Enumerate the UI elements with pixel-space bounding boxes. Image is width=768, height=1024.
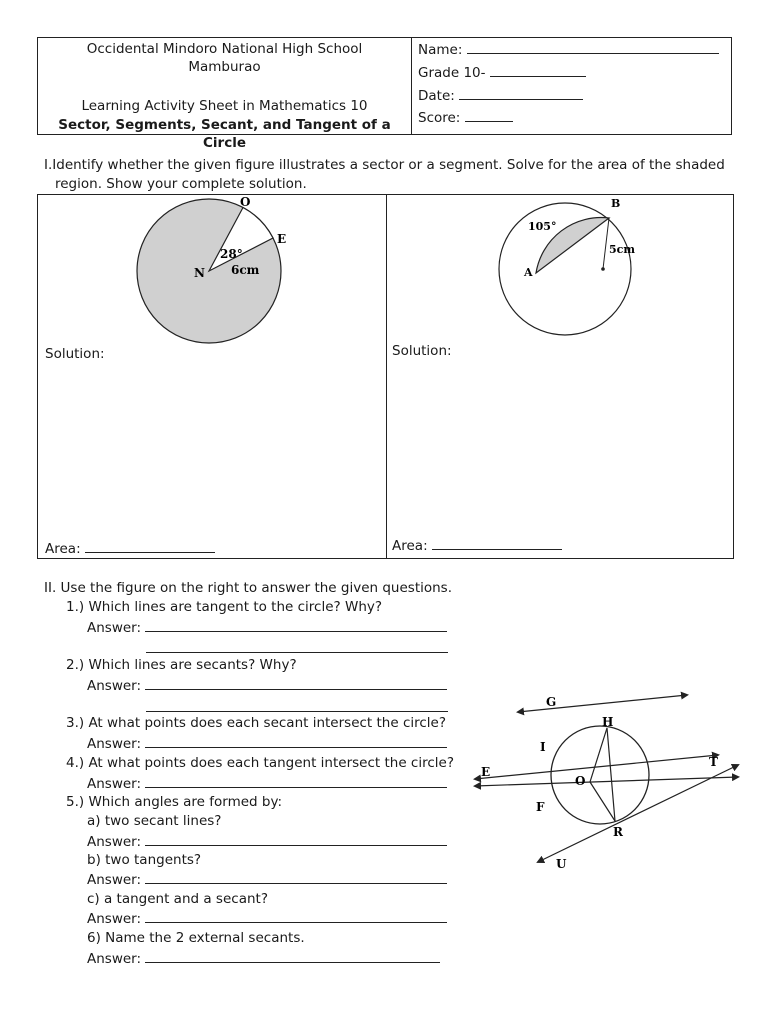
line-hr [607, 728, 615, 821]
name-label: Name: [418, 42, 463, 58]
question-1: 1.) Which lines are tangent to the circle? Why? [66, 599, 383, 615]
answer-blank-5b[interactable] [145, 871, 447, 884]
answer-label-1: Answer: [87, 620, 142, 636]
answer-field-5b[interactable] [87, 871, 447, 888]
part1-instruction-line2: region. Show your complete solution. [55, 176, 307, 192]
header-school-info [38, 38, 412, 151]
date-field[interactable] [418, 87, 583, 104]
answer-field-5c[interactable] [87, 910, 447, 927]
score-field[interactable] [418, 109, 513, 126]
answer-blank-2[interactable] [145, 677, 447, 690]
label-h: H [602, 715, 614, 729]
label-t: T [709, 755, 718, 769]
answer-field-6[interactable] [87, 950, 440, 967]
figures-box [37, 194, 734, 559]
segment-radius-label: 5cm [609, 243, 635, 256]
sector-figure [128, 195, 328, 345]
answer-label-5b: Answer: [87, 872, 142, 888]
school-name: Occidental Mindoro National High School [86, 41, 363, 57]
answer-blank-1b[interactable] [146, 652, 448, 653]
answer-field-3[interactable] [87, 735, 447, 752]
answer-blank-5c[interactable] [145, 910, 447, 923]
secant-tangent-figure [462, 690, 742, 880]
segment-center-dot [601, 267, 605, 271]
area-label-1: Area: [45, 541, 81, 557]
answer-blank-1[interactable] [145, 619, 447, 632]
answer-blank-3[interactable] [145, 735, 447, 748]
solution-label-2: Solution: [392, 343, 452, 359]
part1-instruction-line1: I.Identify whether the given figure illustrates a sector or a segment. Solve for the area of the shaded [44, 157, 725, 173]
score-label: Score: [418, 110, 461, 126]
name-field[interactable] [418, 41, 719, 58]
line-ur [538, 765, 738, 862]
question-4: 4.) At what points does each tangent intersect the circle? [66, 755, 454, 771]
question-5b: b) two tangents? [87, 852, 202, 868]
grade-field[interactable] [418, 64, 586, 81]
sector-point-o-label: O [240, 195, 251, 209]
question-3: 3.) At what points does each secant intersect the circle? [66, 715, 447, 731]
area-field-2[interactable] [392, 537, 562, 554]
area-field-1[interactable] [45, 540, 215, 557]
answer-field-5a[interactable] [87, 833, 447, 850]
activity-title: Learning Activity Sheet in Mathematics 10 [81, 98, 368, 114]
answer-field-4[interactable] [87, 775, 447, 792]
score-blank[interactable] [465, 109, 513, 122]
solution-label-1: Solution: [45, 346, 105, 362]
grade-blank[interactable] [490, 64, 586, 77]
line-et [475, 755, 718, 779]
segment-point-a-label: A [524, 266, 533, 279]
question-5: 5.) Which angles are formed by: [66, 794, 283, 810]
header-student-info [412, 38, 731, 134]
area-blank-2[interactable] [432, 537, 562, 550]
label-f: F [536, 800, 545, 814]
header-box [37, 37, 732, 151]
answer-label-6: Answer: [87, 951, 142, 967]
label-o: O [575, 774, 586, 788]
question-5a: a) two secant lines? [87, 813, 222, 829]
area-label-2: Area: [392, 538, 428, 554]
question-2: 2.) Which lines are secants? Why? [66, 657, 297, 673]
segment-figure [478, 195, 678, 345]
answer-blank-5a[interactable] [145, 833, 447, 846]
segment-point-b-label: B [611, 197, 621, 210]
answer-blank-4[interactable] [145, 775, 447, 788]
line-gh [518, 695, 687, 712]
figures-divider [386, 195, 387, 558]
answer-field-1[interactable] [87, 619, 447, 636]
date-label: Date: [418, 88, 455, 104]
answer-blank-2b[interactable] [146, 711, 448, 712]
topic-title: Sector, Segments, Secant, and Tangent of a Circle [58, 117, 391, 151]
segment-angle-label: 105° [528, 220, 557, 233]
question-5c: c) a tangent and a secant? [87, 891, 268, 907]
answer-field-2[interactable] [87, 677, 447, 694]
answer-label-2: Answer: [87, 678, 142, 694]
label-r: R [613, 825, 623, 839]
label-u: U [556, 857, 567, 871]
sector-center-label: N [194, 266, 205, 280]
label-e: E [481, 765, 491, 779]
part1-instruction [44, 156, 734, 194]
sector-point-e-label: E [277, 232, 287, 246]
part2-instruction: II. Use the figure on the right to answer the given questions. [44, 580, 452, 596]
school-town: Mamburao [188, 59, 261, 75]
label-g: G [546, 695, 557, 709]
answer-label-3: Answer: [87, 736, 142, 752]
segment-circle [499, 203, 631, 335]
sector-radius-label: 6cm [231, 263, 260, 277]
area-blank-1[interactable] [85, 540, 215, 553]
secant-circle [551, 726, 649, 824]
sector-angle-label: 28° [220, 247, 243, 261]
answer-label-4: Answer: [87, 776, 142, 792]
answer-label-5c: Answer: [87, 911, 142, 927]
name-blank[interactable] [467, 41, 719, 54]
question-6: 6) Name the 2 external secants. [87, 930, 305, 946]
label-i: I [540, 740, 546, 754]
date-blank[interactable] [459, 87, 583, 100]
answer-label-5a: Answer: [87, 834, 142, 850]
answer-blank-6[interactable] [145, 950, 440, 963]
grade-label: Grade 10- [418, 65, 486, 81]
